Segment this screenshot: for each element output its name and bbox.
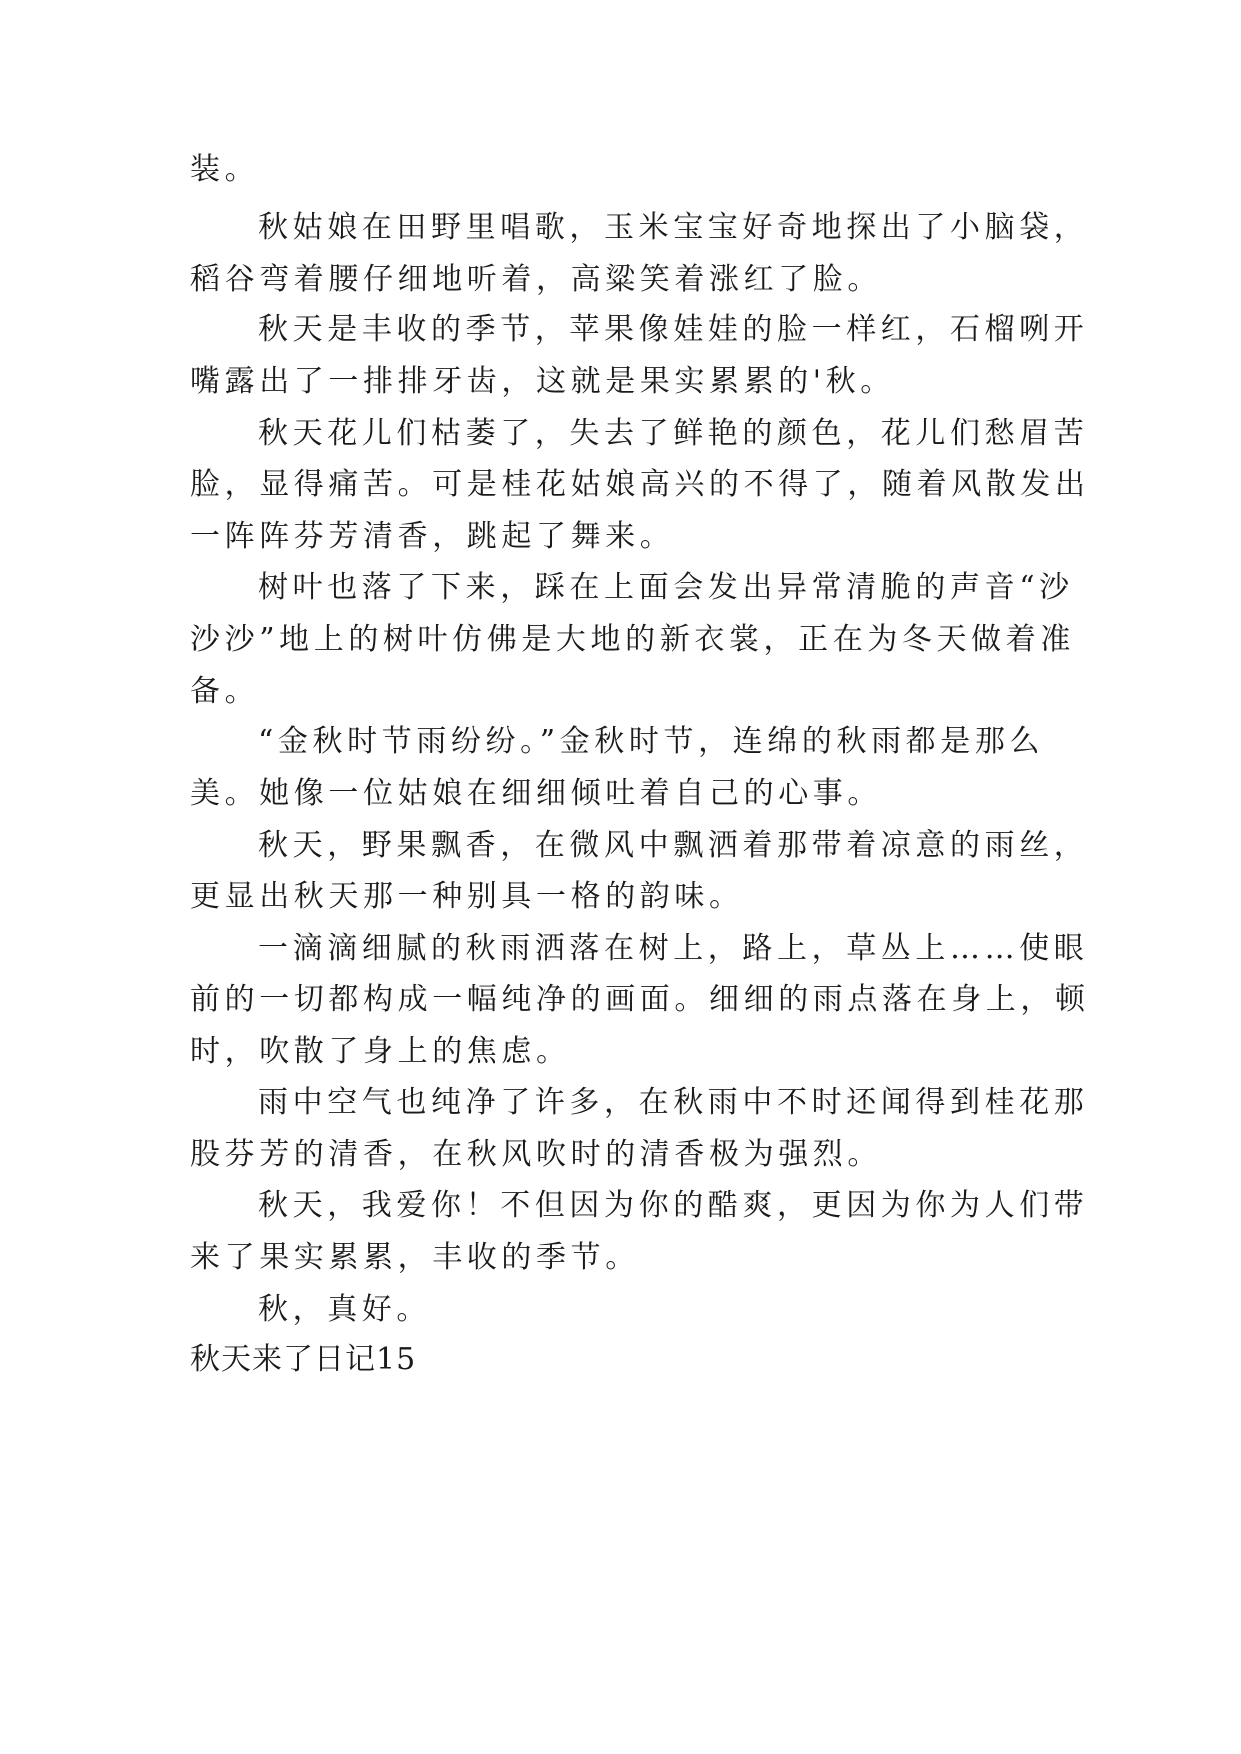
text-line: 美。她像一位姑娘在细细倾吐着自己的心事。	[190, 776, 882, 811]
paragraph-line: “金秋时节雨纷纷。”金秋时节，连绵的秋雨都是那么	[258, 724, 1045, 759]
text-line: 沙沙”地上的树叶仿佛是大地的新衣裳，正在为冬天做着准	[190, 622, 1075, 657]
paragraph-line: 雨中空气也纯净了许多，在秋雨中不时还闻得到桂花那	[258, 1085, 1089, 1120]
text-line: 前的一切都构成一幅纯净的画面。细细的雨点落在身上，顿	[190, 982, 1090, 1017]
section-title: 秋天来了日记15	[190, 1342, 417, 1377]
text-line: 稻谷弯着腰仔细地听着，高粱笑着涨红了脸。	[190, 262, 882, 297]
text-line: 时，吹散了身上的焦虑。	[190, 1034, 571, 1069]
paragraph-line: 秋，真好。	[258, 1292, 431, 1327]
paragraph-line: 秋姑娘在田野里唱歌，玉米宝宝好奇地探出了小脑袋，	[258, 210, 1089, 245]
paragraph-line: 树叶也落了下来，踩在上面会发出异常清脆的声音“沙	[258, 570, 1074, 605]
text-line: 装。	[190, 152, 260, 187]
text-line: 脸，显得痛苦。可是桂花姑娘高兴的不得了，随着风散发出	[190, 467, 1090, 502]
text-line: 一阵阵芬芳清香，跳起了舞来。	[190, 519, 675, 554]
paragraph-line: 一滴滴细腻的秋雨洒落在树上，路上，草丛上……使眼	[258, 931, 1089, 966]
paragraph-line: 秋天花儿们枯萎了，失去了鲜艳的颜色，花儿们愁眉苦	[258, 416, 1089, 451]
text-line: 嘴露出了一排排牙齿，这就是果实累累的'秋。	[190, 364, 895, 399]
paragraph-line: 秋天，我爱你！不但因为你的酷爽，更因为你为人们带	[258, 1188, 1089, 1223]
text-line: 备。	[190, 674, 260, 709]
paragraph-line: 秋天是丰收的季节，苹果像娃娃的脸一样红，石榴咧开	[258, 312, 1089, 347]
text-line: 股芬芳的清香，在秋风吹时的清香极为强烈。	[190, 1137, 882, 1172]
paragraph-line: 秋天，野果飘香，在微风中飘洒着那带着凉意的雨丝，	[258, 828, 1089, 863]
text-line: 来了果实累累，丰收的季节。	[190, 1240, 640, 1275]
text-line: 更显出秋天那一种别具一格的韵味。	[190, 879, 744, 914]
